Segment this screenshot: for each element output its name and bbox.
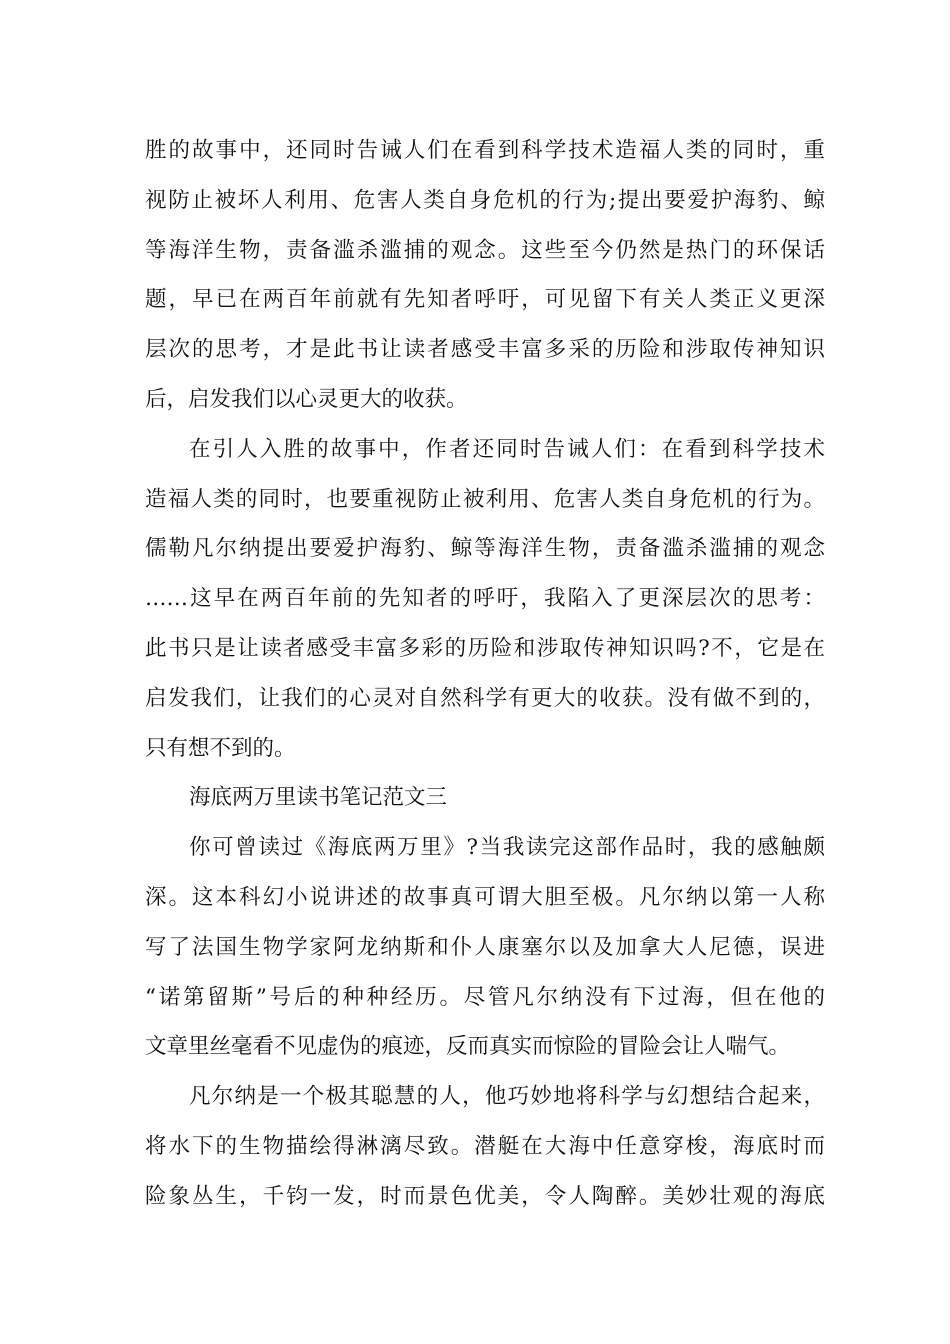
text-line: 层次的思考，才是此书让读者感受丰富多采的历险和涉取传神知识 [145, 337, 825, 363]
text-line: 将水下的生物描绘得淋漓尽致。潜艇在大海中任意穿梭，海底时而 [145, 1133, 825, 1159]
text-line: ……这早在两百年前的先知者的呼吁，我陷入了更深层次的思考： [145, 586, 825, 612]
text-line: 胜的故事中，还同时告诫人们在看到科学技术造福人类的同时，重 [145, 138, 825, 163]
text-line: 险象丛生，千钧一发，时而景色优美，令人陶醉。美妙壮观的海底 [145, 1183, 825, 1209]
text-line: 题，早已在两百年前就有先知者呼吁，可见留下有关人类正义更深 [145, 287, 825, 313]
text-line: 儒勒凡尔纳提出要爱护海豹、鲸等海洋生物，责备滥杀滥捕的观念 [145, 536, 825, 562]
text-line: 你可曾读过《海底两万里》?当我读完这部作品时，我的感触颇 [189, 835, 825, 861]
text-line: 凡尔纳是一个极其聪慧的人，他巧妙地将科学与幻想结合起来， [189, 1084, 825, 1110]
text-line: 深。这本科幻小说讲述的故事真可谓大胆至极。凡尔纳以第一人称 [145, 884, 825, 910]
text-line: 文章里丝毫看不见虚伪的痕迹，反而真实而惊险的冒险会让人喘气。 [145, 1034, 791, 1060]
text-line: 造福人类的同时，也要重视防止被利用、危害人类自身危机的行为。 [145, 486, 825, 512]
text-line: 等海洋生物，责备滥杀滥捕的观念。这些至今仍然是热门的环保话 [145, 237, 825, 263]
text-line: 此书只是让读者感受丰富多彩的历险和涉取传神知识吗?不，它是在 [145, 635, 825, 661]
body-text [145, 126, 825, 1222]
section-heading: 海底两万里读书笔记范文三 [189, 785, 448, 811]
text-line: 写了法国生物学家阿龙纳斯和仆人康塞尔以及加拿大人尼德，误进 [145, 934, 825, 960]
text-line: 后，启发我们以心灵更大的收获。 [145, 386, 468, 412]
text-line: 启发我们，让我们的心灵对自然科学有更大的收获。没有做不到的， [145, 685, 825, 711]
text-line: 只有想不到的。 [145, 735, 296, 761]
text-line: “诺第留斯”号后的种种经历。尽管凡尔纳没有下过海，但在他的 [145, 984, 825, 1010]
text-line: 视防止被坏人利用、危害人类自身危机的行为;提出要爱护海豹、鲸 [145, 187, 825, 213]
text-line: 在引人入胜的故事中，作者还同时告诫人们：在看到科学技术 [189, 436, 825, 462]
